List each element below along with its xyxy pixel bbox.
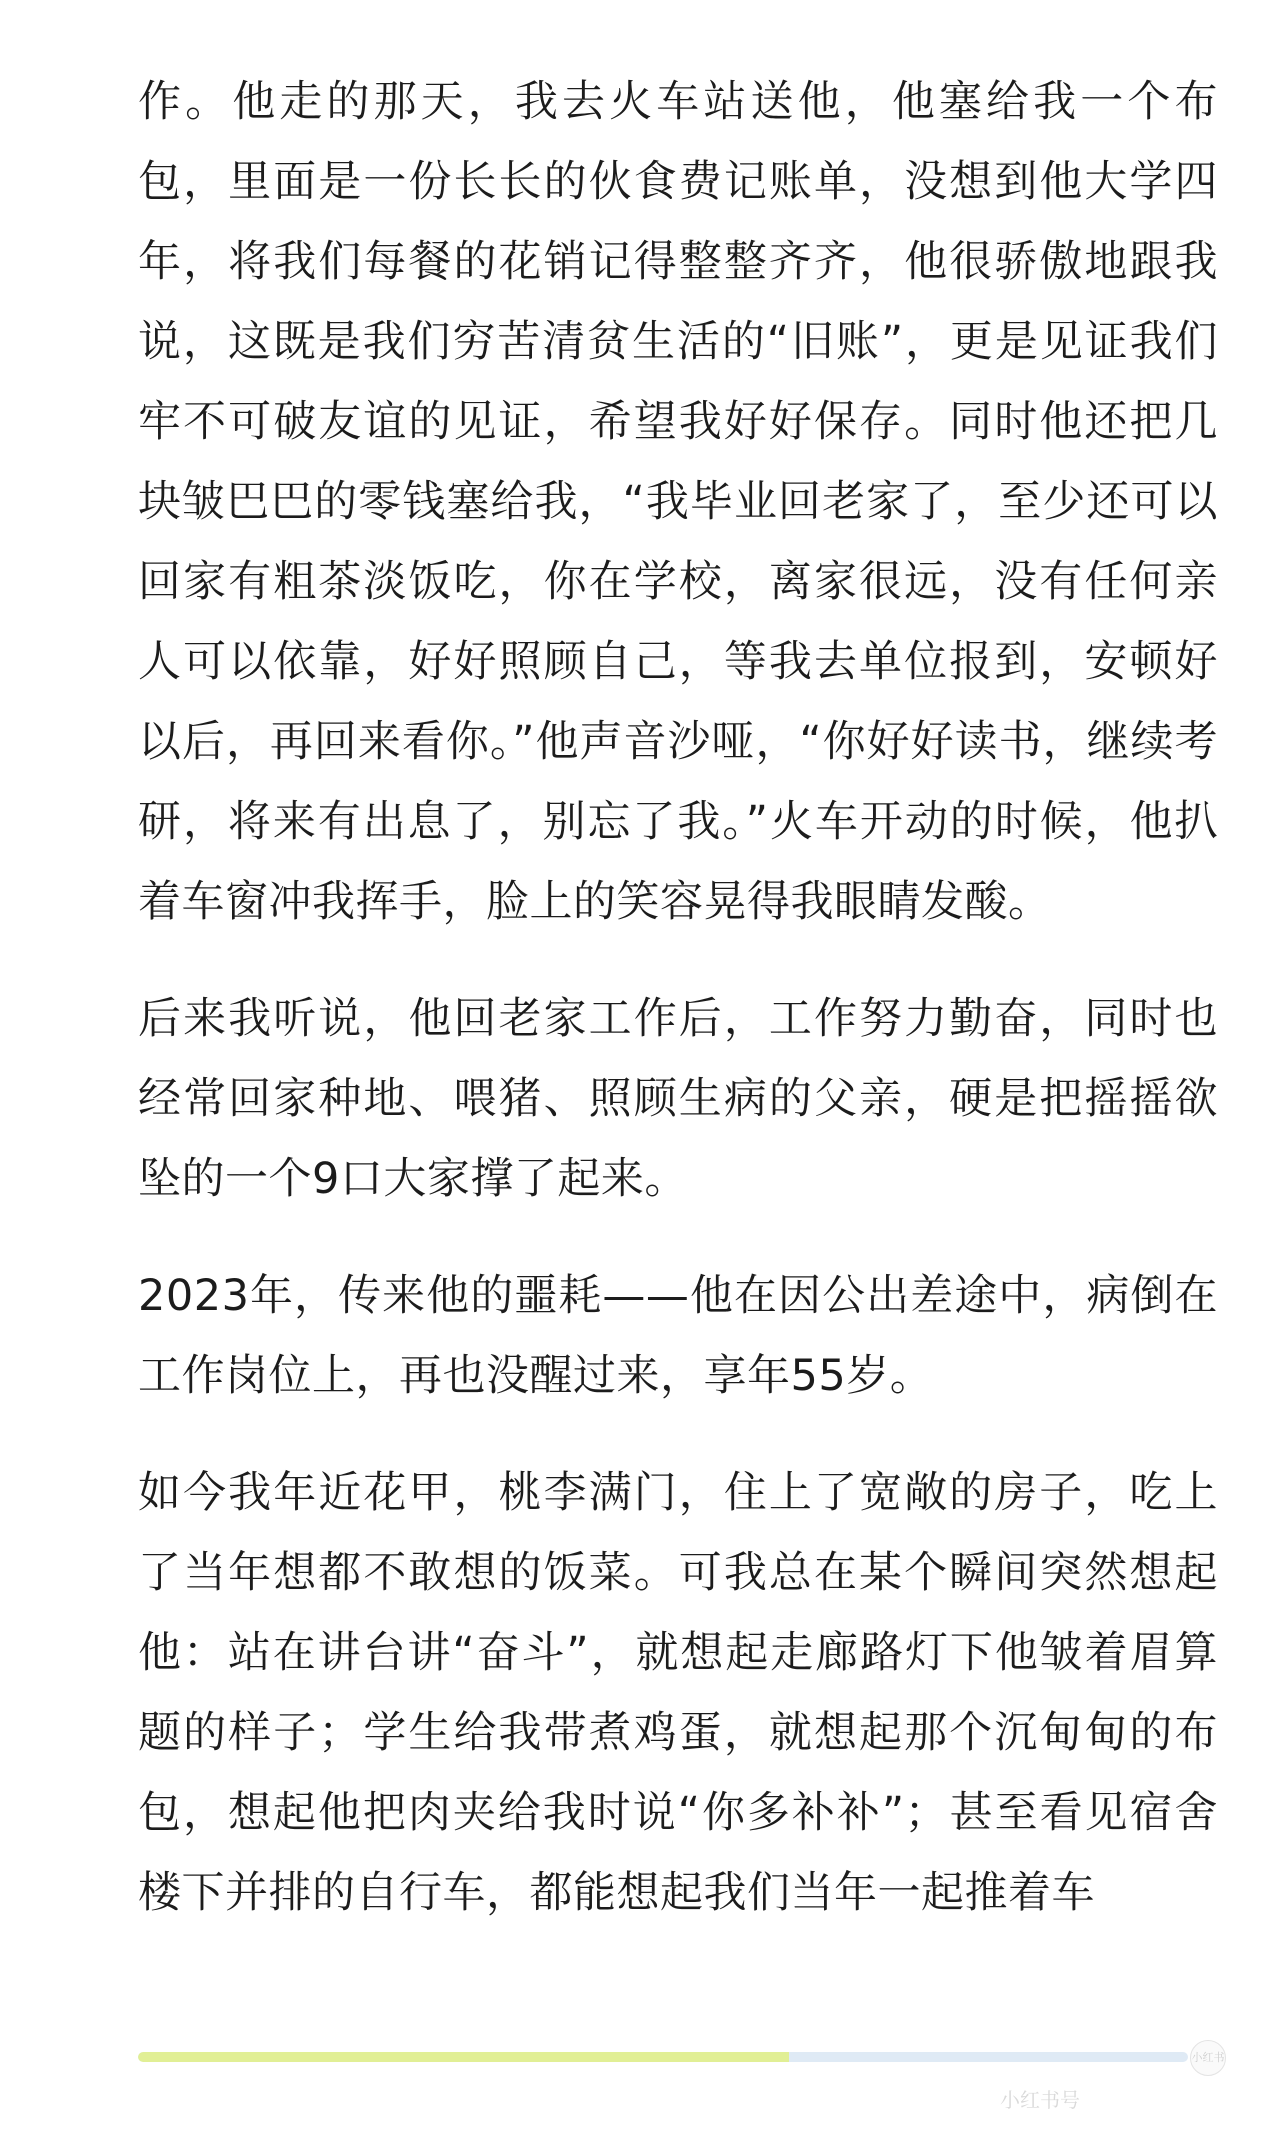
reading-progress-bar xyxy=(138,2052,1188,2062)
watermark-logo: 小红书 xyxy=(1190,2040,1226,2076)
paragraph-4: 如今我年近花甲，桃李满门，住上了宽敞的房子，吃上了当年想都不敢想的饭菜。可我总在某个瞬间突然想起他：站在讲台讲“奋斗”，就想起走廊路灯下他皱着眉算题的样子；学生给我带煮鸡蛋，就想起那个沉甸甸的布包，想起他把肉夹给我时说“你多补补”；甚至看见宿舍楼下并排的自行车，都能想起我们当年一起推着车 xyxy=(138,1468,1218,1918)
article-body xyxy=(138,62,1218,1970)
watermark-caption: 小红书号 xyxy=(1000,2088,1080,2112)
paragraph-3: 2023年，传来他的噩耗——他在因公出差途中，病倒在工作岗位上，再也没醒过来，享年55岁。 xyxy=(138,1271,1218,1401)
reading-progress-fill xyxy=(138,2052,789,2062)
paragraph-2: 后来我听说，他回老家工作后，工作努力勤奋，同时也经常回家种地、喂猪、照顾生病的父亲，硬是把摇摇欲坠的一个9口大家撑了起来。 xyxy=(138,994,1218,1204)
paragraph-1: 作。他走的那天，我去火车站送他，他塞给我一个布包，里面是一份长长的伙食费记账单，没想到他大学四年，将我们每餐的花销记得整整齐齐，他很骄傲地跟我说，这既是我们穷苦清贫生活的“旧账”，更是见证我们牢不可破友谊的见证，希望我好好保存。同时他还把几块皱巴巴的零钱塞给我，“我毕业回老家了，至少还可以回家有粗茶淡饭吃，你在学校，离家很远，没有任何亲人可以依靠，好好照顾自己，等我去单位报到，安顿好以后，再回来看你。”他声音沙哑，“你好好读书，继续考研，将来有出息了，别忘了我。”火车开动的时候，他扒着车窗冲我挥手，脸上的笑容晃得我眼睛发酸。 xyxy=(138,77,1218,927)
